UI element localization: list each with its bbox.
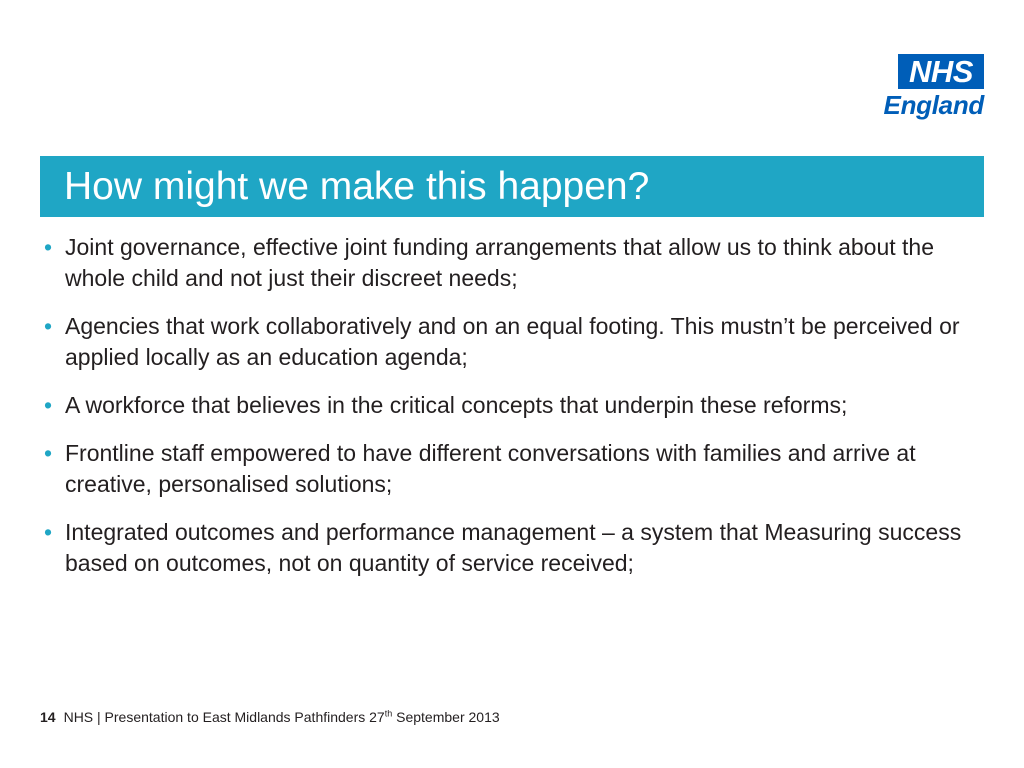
bullet-item [44,232,994,294]
bullet-icon: • [44,313,53,339]
title-bar [40,156,984,217]
bullet-text: A workforce that believes in the critical concepts that underpin these reforms; [65,392,848,418]
bullet-text: Integrated outcomes and performance management – a system that Measuring success based on outcomes, not on quantity of service received; [65,519,962,576]
footer-superscript: th [384,708,393,719]
bullet-text: Frontline staff empowered to have different conversations with families and arrive at creative, personalised solutions; [65,440,916,497]
nhs-logo-box: NHS [898,54,984,89]
page-number: 14 [40,709,56,725]
bullet-icon: • [44,234,53,260]
bullet-item [44,517,994,579]
bullet-icon: • [44,392,53,418]
bullet-list [44,232,994,596]
bullet-item [44,390,994,421]
slide-footer [40,707,500,727]
bullet-icon: • [44,440,53,466]
footer-text: NHS | Presentation to East Midlands Pathfinders 27 [63,709,385,725]
bullet-text: Joint governance, effective joint funding arrangements that allow us to think about the whole child and not just their discreet needs; [65,234,935,291]
slide-title: How might we make this happen? [64,165,650,208]
bullet-text: Agencies that work collaboratively and on an equal footing. This mustn’t be perceived or applied locally as an education agenda; [65,313,960,370]
bullet-item [44,438,994,500]
bullet-icon: • [44,519,53,545]
footer-date-text: September 2013 [392,709,500,725]
nhs-logo-england-text: England [883,90,984,120]
bullet-item [44,311,994,373]
nhs-england-logo [872,54,984,122]
